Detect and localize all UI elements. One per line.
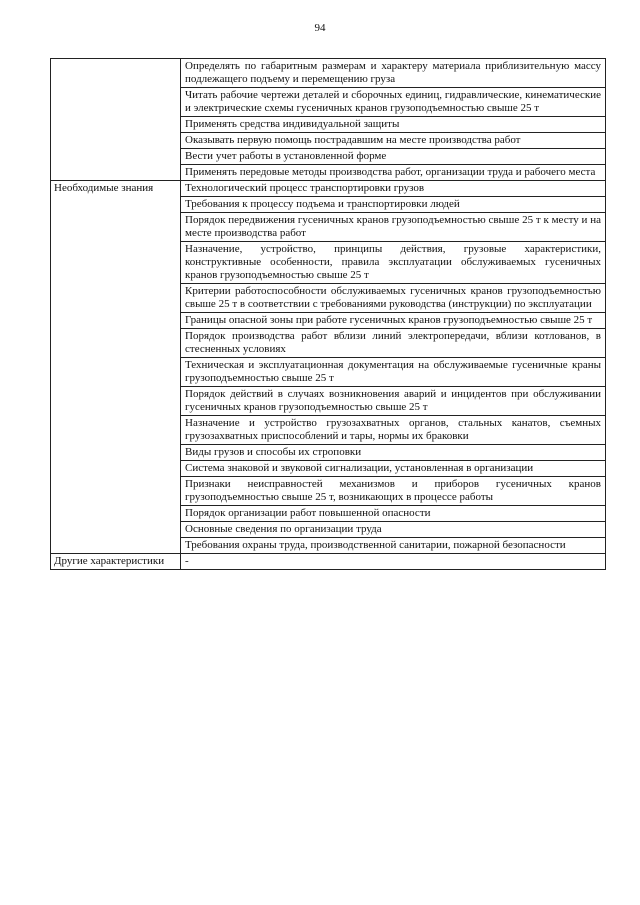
row-label: Другие характеристики: [51, 554, 181, 570]
list-item: Требования охраны труда, производственной санитарии, пожарной безопасности: [185, 539, 566, 551]
table-body: [51, 59, 606, 570]
list-item: Назначение и устройство грузозахватных органов, стальных канатов, съемных грузозахватных приспособлений и тары, нормы их браковки: [181, 416, 605, 445]
list-item: Технологический процесс транспортировки грузов: [181, 181, 605, 197]
page-number: 94: [314, 22, 326, 34]
list-item: Признаки неисправностей механизмов и приборов гусеничных кранов грузоподъемностью свыше 25 т, возникающих в процессе работы: [181, 477, 605, 506]
competency-table: [50, 58, 606, 570]
list-item: Порядок производства работ вблизи линий электропередачи, вблизи котлованов, в стесненных условиях: [181, 329, 605, 358]
list-item: Читать рабочие чертежи деталей и сборочных единиц, гидравлические, кинематические и электрические схемы гусеничных кранов грузоподъемностью свыше 25 т: [181, 88, 605, 117]
list-item: Требования к процессу подъема и транспортировки людей: [181, 197, 605, 213]
list-item: Система знаковой и звуковой сигнализации, установленная в организации: [181, 461, 605, 477]
list-item: Порядок действий в случаях возникновения аварий и инцидентов при обслуживании гусеничных кранов грузоподъемностью свыше 25 т: [181, 387, 605, 416]
list-item: Применять передовые методы производства работ, организации труда и рабочего места: [185, 166, 596, 178]
list-item: Порядок организации работ повышенной опасности: [181, 506, 605, 522]
list-item: Техническая и эксплуатационная документация на обслуживаемые гусеничные краны грузоподъемностью свыше 25 т: [181, 358, 605, 387]
row-label: Необходимые знания: [51, 181, 181, 554]
row-items: [181, 181, 606, 554]
table-row: [51, 59, 606, 181]
row-label: [51, 59, 181, 181]
list-item: Оказывать первую помощь пострадавшим на месте производства работ: [181, 133, 605, 149]
list-item: Основные сведения по организации труда: [181, 522, 605, 538]
table-row: [51, 554, 606, 570]
list-item: Определять по габаритным размерам и характеру материала приблизительную массу подлежащего подъему и перемещению груза: [181, 59, 605, 88]
list-item: -: [185, 555, 189, 567]
list-item: Виды грузов и способы их строповки: [181, 445, 605, 461]
list-item: Критерии работоспособности обслуживаемых гусеничных кранов грузоподъемностью свыше 25 т в соответствии с требованиями руководства (инструкции) по эксплуатации: [181, 284, 605, 313]
list-item: Вести учет работы в установленной форме: [181, 149, 605, 165]
list-item: Назначение, устройство, принципы действия, грузовые характеристики, конструктивные особенности, правила эксплуатации обслуживаемых гусеничных кранов грузоподъемностью свыше 25 т: [181, 242, 605, 284]
row-items: [181, 554, 606, 570]
list-item: Границы опасной зоны при работе гусеничных кранов грузоподъемностью свыше 25 т: [181, 313, 605, 329]
row-items: [181, 59, 606, 181]
list-item: Применять средства индивидуальной защиты: [181, 117, 605, 133]
table-row: [51, 181, 606, 554]
list-item: Порядок передвижения гусеничных кранов грузоподъемностью свыше 25 т к месту и на месте производства работ: [181, 213, 605, 242]
